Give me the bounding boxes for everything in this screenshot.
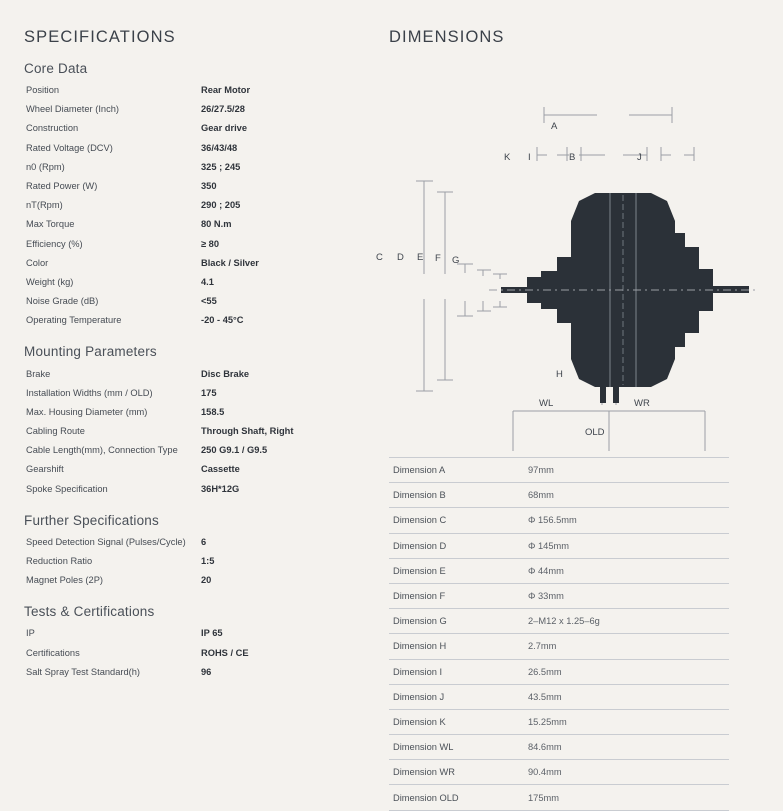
table-row — [389, 785, 729, 810]
spec-label: Reduction Ratio — [26, 556, 93, 567]
spec-value: ROHS / CE — [201, 647, 249, 658]
dimension-key: Dimension F — [393, 591, 446, 602]
dimension-key: Dimension D — [393, 540, 447, 551]
dim-label-old: OLD — [585, 427, 605, 438]
spec-row — [24, 364, 376, 383]
spec-row — [24, 384, 376, 403]
spec-label: Cabling Route — [26, 426, 85, 437]
dimension-key: Dimension K — [393, 716, 446, 727]
group-title: Mounting Parameters — [24, 344, 157, 360]
dimension-value: 175mm — [528, 792, 560, 803]
table-row — [389, 609, 729, 634]
dimension-value: 90.4mm — [528, 767, 562, 778]
spec-row — [24, 196, 376, 215]
table-row — [389, 508, 729, 533]
dim-label-g: G — [452, 255, 460, 266]
dim-label-wl: WL — [539, 398, 554, 409]
spec-row — [24, 624, 376, 643]
dimensions-column — [376, 28, 761, 811]
dim-label-d: D — [397, 252, 404, 263]
group-tests-certifications — [24, 604, 376, 682]
dim-label-c: C — [376, 252, 383, 263]
spec-label: Weight (kg) — [26, 276, 74, 287]
spec-label: Brake — [26, 368, 51, 379]
spec-value: 80 N.m — [201, 219, 232, 230]
dimension-value: 97mm — [528, 465, 554, 476]
dimension-table — [389, 457, 729, 811]
dimension-key: Dimension WR — [393, 767, 455, 778]
spec-row — [24, 235, 376, 254]
spec-label: Construction — [26, 123, 79, 134]
spec-row — [24, 177, 376, 196]
table-row — [389, 559, 729, 584]
spec-row — [24, 663, 376, 682]
table-row — [389, 660, 729, 685]
group-core-data — [24, 61, 376, 330]
dimension-value: 2.7mm — [528, 641, 557, 652]
dim-label-a: A — [551, 121, 558, 132]
motor-dimension-drawing — [376, 61, 761, 451]
spec-label: Salt Spray Test Standard(h) — [26, 666, 141, 677]
spec-row — [24, 119, 376, 138]
dimension-value: 43.5mm — [528, 691, 562, 702]
table-row — [389, 534, 729, 559]
dimension-value: Φ 156.5mm — [528, 515, 577, 526]
dimension-key: Dimension J — [393, 691, 445, 702]
spec-value: 36H*12G — [201, 483, 240, 494]
specifications-column — [24, 28, 376, 696]
spec-value: Gear drive — [201, 123, 247, 134]
spec-row — [24, 571, 376, 590]
specifications-title: SPECIFICATIONS — [24, 28, 176, 46]
dimension-value: Φ 44mm — [528, 565, 564, 576]
dimension-value: 68mm — [528, 490, 554, 501]
dimension-value: 26.5mm — [528, 666, 562, 677]
spec-label: Certifications — [26, 647, 80, 658]
spec-label: Gearshift — [26, 464, 64, 475]
spec-row — [24, 311, 376, 330]
dimension-key: Dimension G — [393, 616, 447, 627]
dim-label-f: F — [435, 253, 441, 264]
spec-row — [24, 100, 376, 119]
spec-label: Wheel Diameter (Inch) — [26, 104, 119, 115]
spec-value: 290 ; 205 — [201, 200, 241, 211]
table-row — [389, 710, 729, 735]
dim-label-i: I — [528, 152, 531, 163]
spec-value: IP 65 — [201, 628, 223, 639]
spec-value: 325 ; 245 — [201, 161, 241, 172]
spec-value: Rear Motor — [201, 85, 251, 96]
motor-technical-drawing-svg — [389, 61, 761, 451]
spec-row — [24, 215, 376, 234]
spec-row — [24, 422, 376, 441]
dimension-value: 2–M12 x 1.25–6g — [528, 616, 600, 627]
spec-value: <55 — [201, 296, 217, 307]
dimension-value: Φ 145mm — [528, 540, 570, 551]
spec-label: Installation Widths (mm / OLD) — [26, 387, 153, 398]
dimension-key: Dimension H — [393, 641, 447, 652]
spec-label: nT(Rpm) — [26, 200, 63, 211]
spec-value: 350 — [201, 181, 217, 192]
dim-label-h: H — [556, 369, 563, 380]
spec-label: Cable Length(mm), Connection Type — [26, 445, 178, 456]
spec-label: Noise Grade (dB) — [26, 296, 99, 307]
spec-row — [24, 81, 376, 100]
group-mounting-parameters — [24, 344, 376, 498]
spec-label: Spoke Specification — [26, 483, 108, 494]
dimension-value: Φ 33mm — [528, 591, 564, 602]
dim-label-k: K — [504, 152, 511, 163]
spec-label: Position — [26, 85, 60, 96]
spec-value: 96 — [201, 666, 212, 677]
spec-label: Rated Power (W) — [26, 181, 98, 192]
spec-label: Efficiency (%) — [26, 238, 83, 249]
dimension-key: Dimension A — [393, 465, 446, 476]
spec-row — [24, 273, 376, 292]
spec-label: Speed Detection Signal (Pulses/Cycle) — [26, 536, 186, 547]
spec-label: Operating Temperature — [26, 315, 122, 326]
spec-row — [24, 480, 376, 499]
spec-row — [24, 441, 376, 460]
dimension-key: Dimension E — [393, 565, 446, 576]
table-row — [389, 760, 729, 785]
spec-value: 158.5 — [201, 406, 225, 417]
spec-row — [24, 533, 376, 552]
spec-value: 20 — [201, 575, 212, 586]
spec-value: -20 - 45°C — [201, 315, 244, 326]
dimensions-title: DIMENSIONS — [389, 28, 505, 46]
spec-label: Magnet Poles (2P) — [26, 575, 103, 586]
spec-value: Disc Brake — [201, 368, 250, 379]
spec-row — [24, 403, 376, 422]
dimension-value: 15.25mm — [528, 716, 567, 727]
dim-label-b: B — [569, 152, 576, 163]
group-title: Core Data — [24, 61, 88, 76]
dim-label-wr: WR — [634, 398, 650, 409]
group-further-specifications — [24, 513, 376, 591]
group-title: Further Specifications — [24, 512, 159, 528]
table-row — [389, 458, 729, 483]
group-title: Tests & Certifications — [24, 604, 155, 620]
spec-value: 4.1 — [201, 276, 214, 287]
spec-row — [24, 644, 376, 663]
spec-value: 26/27.5/28 — [201, 104, 245, 115]
spec-value: Black / Silver — [201, 257, 259, 268]
table-row — [389, 735, 729, 760]
spec-value: 1:5 — [201, 556, 215, 567]
spec-value: 250 G9.1 / G9.5 — [201, 445, 268, 456]
spec-value: Cassette — [201, 464, 240, 475]
spec-value: Through Shaft, Right — [201, 426, 294, 437]
table-row — [389, 584, 729, 609]
table-row — [389, 685, 729, 710]
spec-row — [24, 552, 376, 571]
spec-row — [24, 158, 376, 177]
spec-row — [24, 460, 376, 479]
table-row — [389, 634, 729, 659]
table-row — [389, 483, 729, 508]
spec-value: ≥ 80 — [201, 238, 220, 249]
dimension-key: Dimension I — [393, 666, 443, 677]
spec-label: n0 (Rpm) — [26, 161, 65, 172]
spec-label: Rated Voltage (DCV) — [26, 142, 113, 153]
spec-label: IP — [26, 628, 35, 639]
dimension-key: Dimension OLD — [393, 792, 459, 803]
spec-value: 6 — [201, 536, 207, 547]
dimension-key: Dimension C — [393, 515, 447, 526]
spec-row — [24, 139, 376, 158]
dim-label-j: J — [637, 152, 642, 163]
spec-row — [24, 292, 376, 311]
dimension-value: 84.6mm — [528, 742, 562, 753]
spec-value: 175 — [201, 387, 217, 398]
dimension-key: Dimension WL — [393, 742, 454, 753]
spec-label: Color — [26, 257, 49, 268]
spec-row — [24, 254, 376, 273]
dim-label-e: E — [417, 252, 424, 263]
spec-label: Max. Housing Diameter (mm) — [26, 406, 148, 417]
dimension-key: Dimension B — [393, 490, 446, 501]
spec-label: Max Torque — [26, 219, 75, 230]
spec-value: 36/43/48 — [201, 142, 238, 153]
